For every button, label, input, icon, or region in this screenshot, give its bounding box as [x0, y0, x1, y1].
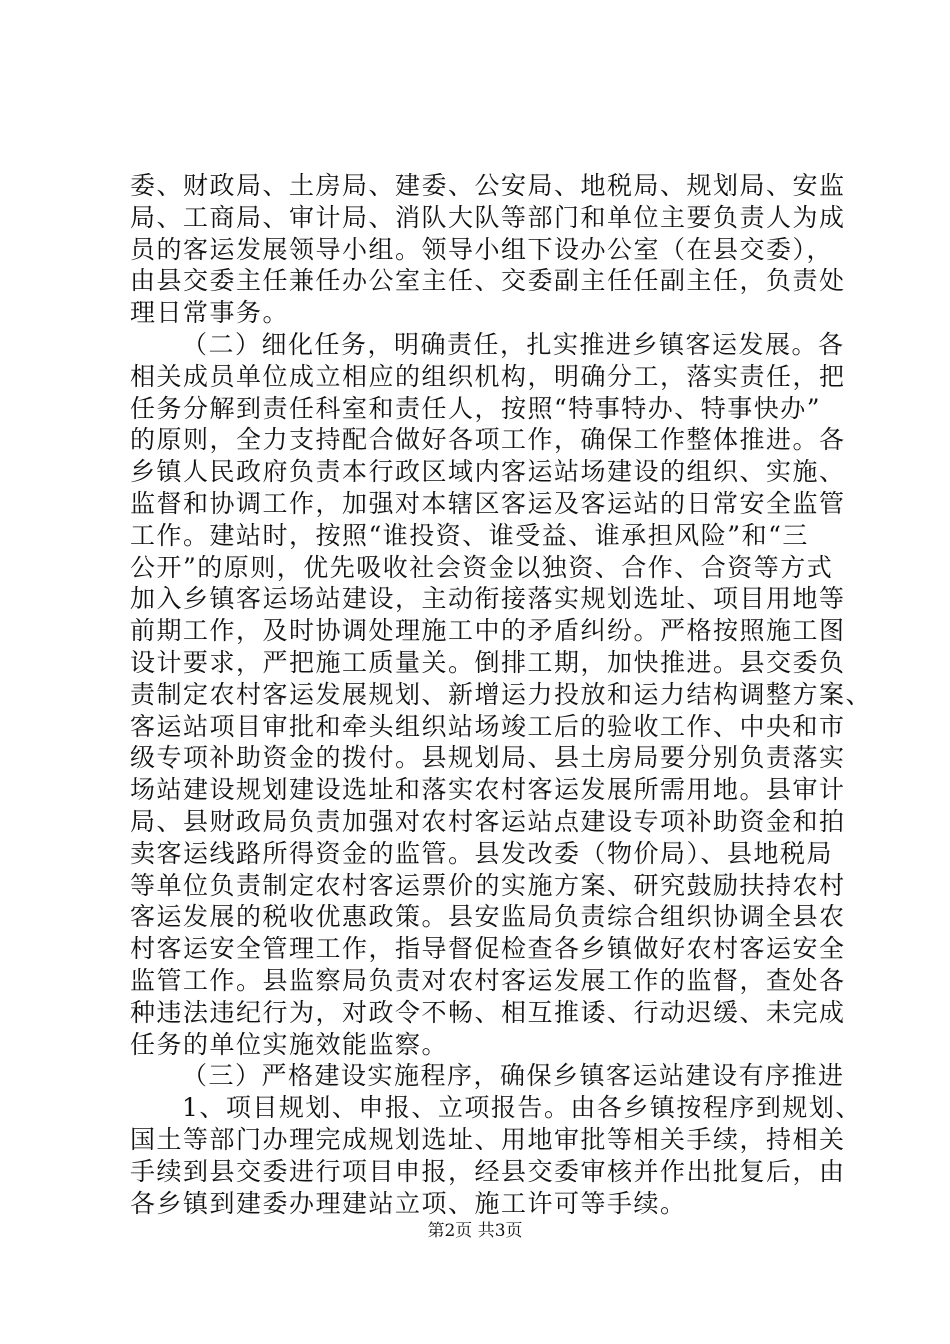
text-line: 乡镇人民政府负责本行政区域内客运站场建设的组织、实施、: [130, 457, 846, 487]
text-line: 局、县财政局负责加强对农村客运站点建设专项补助资金和拍: [130, 806, 846, 836]
text-line: 前期工作，及时协调处理施工中的矛盾纠纷。严格按照施工图: [130, 616, 846, 646]
text-line: 卖客运线路所得资金的监管。县发改委（物价局）、县地税局: [130, 838, 834, 868]
section-heading-2: （二）细化任务，明确责任，扎实推进乡镇客运发展。各: [182, 329, 845, 359]
text-line: 工作。建站时，按照“谁投资、谁受益、谁承担风险”和“三: [130, 520, 809, 550]
item-heading-1: 1、项目规划、申报、立项报告。由各乡镇按程序到规划、: [182, 1093, 862, 1123]
text-line: 设计要求，严把施工质量关。倒排工期，加快推进。县交委负: [130, 647, 846, 677]
text-line: 场站建设规划建设选址和落实农村客运发展所需用地。县审计: [130, 775, 846, 805]
text-line: 手续到县交委进行项目申报，经县交委审核并作出批复后，由: [130, 1156, 846, 1186]
text-line: 级专项补助资金的拨付。县规划局、县土房局要分别负责落实: [130, 743, 846, 773]
text-line: 村客运安全管理工作，指导督促检查各乡镇做好农村客运安全: [130, 934, 846, 964]
text-line: 任务分解到责任科室和责任人，按照“特事特办、特事快办”: [130, 393, 822, 423]
text-line: 员的客运发展领导小组。领导小组下设办公室（在县交委），: [130, 234, 834, 264]
text-line: 加入乡镇客运场站建设，主动衔接落实规划选址、项目用地等: [130, 584, 846, 614]
text-line: 相关成员单位成立相应的组织机构，明确分工，落实责任，把: [130, 361, 846, 391]
text-line: 局、工商局、审计局、消队大队等部门和单位主要负责人为成: [130, 202, 846, 232]
text-line: 等单位负责制定农村客运票价的实施方案、研究鼓励扶持农村: [130, 870, 846, 900]
document-body: [130, 170, 873, 1219]
text-line: 客运站项目审批和牵头组织站场竣工后的验收工作、中央和市: [130, 711, 846, 741]
text-line: 由县交委主任兼任办公室主任、交委副主任任副主任，负责处: [130, 266, 846, 296]
section-heading-3: （三）严格建设实施程序，确保乡镇客运站建设有序推进: [182, 1061, 845, 1091]
text-line: 委、财政局、土房局、建委、公安局、地税局、规划局、安监: [130, 171, 846, 200]
text-line: 国土等部门办理完成规划选址、用地审批等相关手续，持相关: [130, 1124, 846, 1154]
text-line: 客运发展的税收优惠政策。县安监局负责综合组织协调全县农: [130, 902, 846, 932]
page-number-footer: 第2页 共3页: [427, 1221, 523, 1241]
text-line: 种违法违纪行为，对政令不畅、相互推诿、行动迟缓、未完成: [130, 997, 846, 1027]
text-line: 各乡镇到建委办理建站立项、施工许可等手续。: [130, 1188, 687, 1218]
text-line: 任务的单位实施效能监察。: [130, 1029, 449, 1059]
text-line: 责制定农村客运发展规划、新增运力投放和运力结构调整方案、: [130, 679, 873, 709]
text-line: 公开”的原则，优先吸收社会资金以独资、合作、合资等方式: [130, 552, 834, 582]
text-line: 理日常事务。: [130, 298, 290, 328]
text-line: 监管工作。县监察局负责对农村客运发展工作的监督，查处各: [130, 965, 846, 995]
text-line: 监督和协调工作，加强对本辖区客运及客运站的日常安全监管: [130, 488, 846, 518]
text-line: 的原则，全力支持配合做好各项工作，确保工作整体推进。各: [130, 425, 846, 455]
